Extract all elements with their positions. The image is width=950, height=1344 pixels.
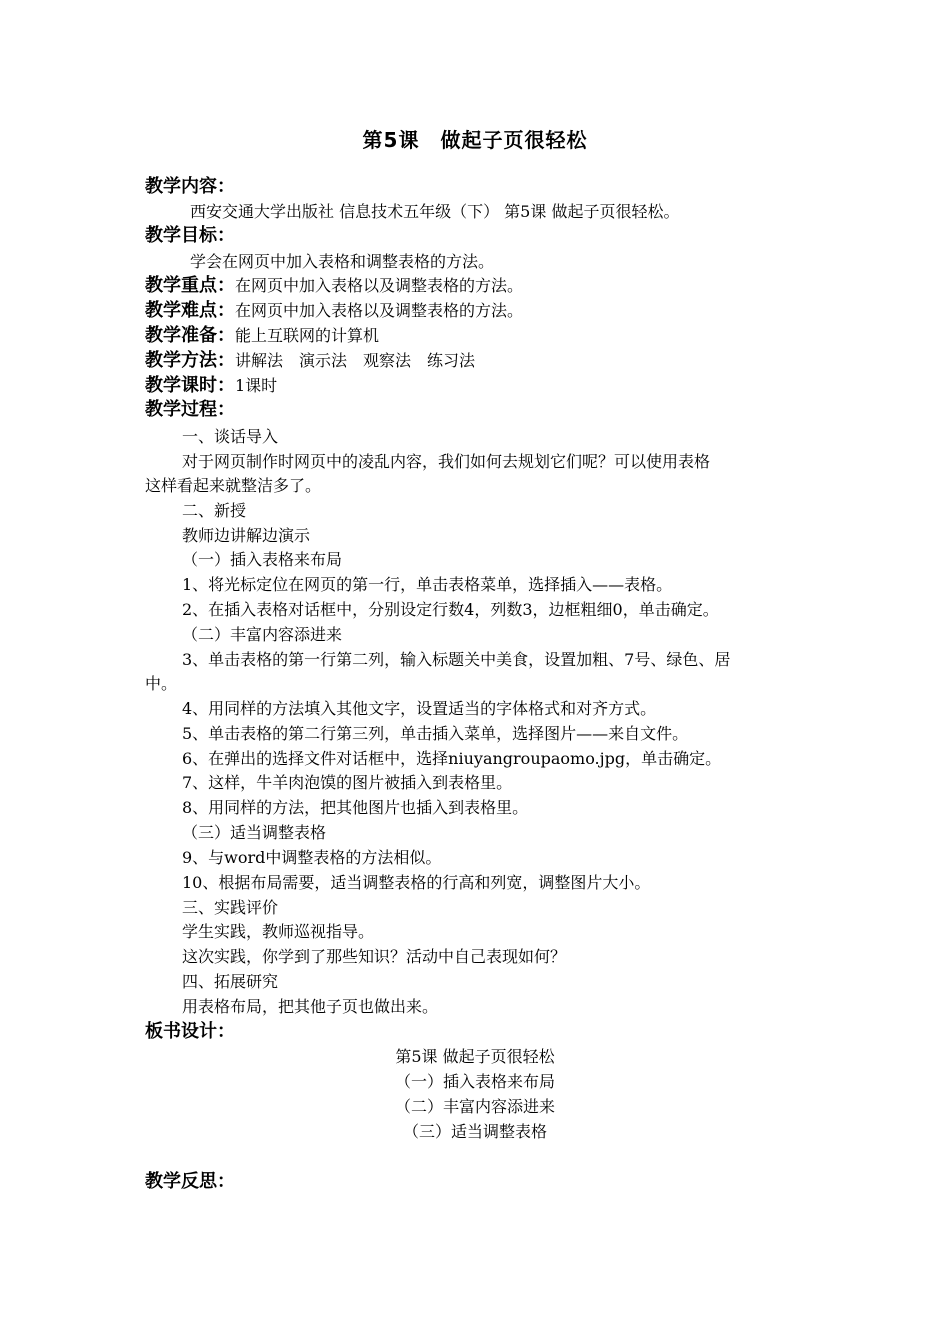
page-title: 第5课 做起子页很轻松: [362, 128, 588, 152]
process-line: 一、谈话导入: [182, 427, 279, 446]
process-label: 教学过程：: [145, 399, 235, 420]
board-line: （三）适当调整表格: [402, 1122, 547, 1141]
process-line: 7、这样，牛羊肉泡馍的图片被插入到表格里。: [182, 773, 513, 792]
hours-row: [145, 374, 815, 398]
difficulty-label: 教学难点：: [145, 300, 235, 321]
preparation-label: 教学准备：: [145, 325, 235, 346]
process-line: 对于网页制作时网页中的凌乱内容，我们如何去规划它们呢？可以使用表格: [182, 452, 711, 471]
process-line: （三）适当调整表格: [182, 823, 327, 842]
process-line: 这次实践，你学到了那些知识？活动中自己表现如何？: [182, 947, 567, 966]
preparation-row: [145, 324, 815, 348]
process-line: 10、根据布局需要，适当调整表格的行高和列宽，调整图片大小。: [182, 873, 651, 892]
board-label: 板书设计：: [145, 1021, 235, 1042]
process-line: 4、用同样的方法填入其他文字，设置适当的字体格式和对齐方式。: [182, 699, 657, 718]
process-line: （二）丰富内容添进来: [182, 625, 343, 644]
key-point-label: 教学重点：: [145, 275, 235, 296]
content-label: 教学内容：: [145, 176, 235, 197]
process-line: 用表格布局，把其他子页也做出来。: [182, 997, 439, 1016]
content-text: 西安交通大学出版社 信息技术五年级（下） 第5课 做起子页很轻松。: [190, 202, 680, 221]
process-line: 6、在弹出的选择文件对话框中，选择niuyangroupaomo.jpg，单击确定。: [182, 749, 722, 768]
key-point-row: [145, 274, 815, 298]
method-row: [145, 349, 815, 373]
process-line: 1、将光标定位在网页的第一行，单击表格菜单，选择插入——表格。: [182, 575, 673, 594]
process-line: 中。: [145, 674, 178, 693]
key-point-text: 在网页中加入表格以及调整表格的方法。: [235, 276, 524, 295]
process-line: 教师边讲解边演示: [182, 526, 311, 545]
process-line: （一）插入表格来布局: [182, 550, 343, 569]
process-line: 四、拓展研究: [182, 972, 279, 991]
difficulty-row: [145, 299, 815, 323]
reflection-label: 教学反思：: [145, 1171, 235, 1192]
process-line: 2、在插入表格对话框中，分别设定行数4，列数3，边框粗细0，单击确定。: [182, 600, 719, 619]
process-line: 学生实践，教师巡视指导。: [182, 922, 375, 941]
process-line: 这样看起来就整洁多了。: [145, 476, 322, 495]
hours-text: 1课时: [235, 376, 278, 395]
board-line: （二）丰富内容添进来: [394, 1097, 555, 1116]
method-text: 讲解法 演示法 观察法 练习法: [235, 351, 476, 370]
goal-label: 教学目标：: [145, 225, 235, 246]
process-line: 三、实践评价: [182, 898, 279, 917]
process-line: 二、新授: [182, 501, 247, 520]
board-line: 第5课 做起子页很轻松: [395, 1047, 555, 1066]
method-label: 教学方法：: [145, 350, 235, 371]
process-line: 9、与word中调整表格的方法相似。: [182, 848, 442, 867]
difficulty-text: 在网页中加入表格以及调整表格的方法。: [235, 301, 524, 320]
process-line: 3、单击表格的第一行第二列，输入标题关中美食，设置加粗、7号、绿色、居: [182, 650, 731, 669]
process-line: 8、用同样的方法，把其他图片也插入到表格里。: [182, 798, 529, 817]
process-line: 5、单击表格的第二行第三列，单击插入菜单，选择图片——来自文件。: [182, 724, 689, 743]
goal-text: 学会在网页中加入表格和调整表格的方法。: [190, 252, 495, 271]
board-line: （一）插入表格来布局: [394, 1072, 555, 1091]
preparation-text: 能上互联网的计算机: [235, 326, 380, 345]
hours-label: 教学课时：: [145, 375, 235, 396]
